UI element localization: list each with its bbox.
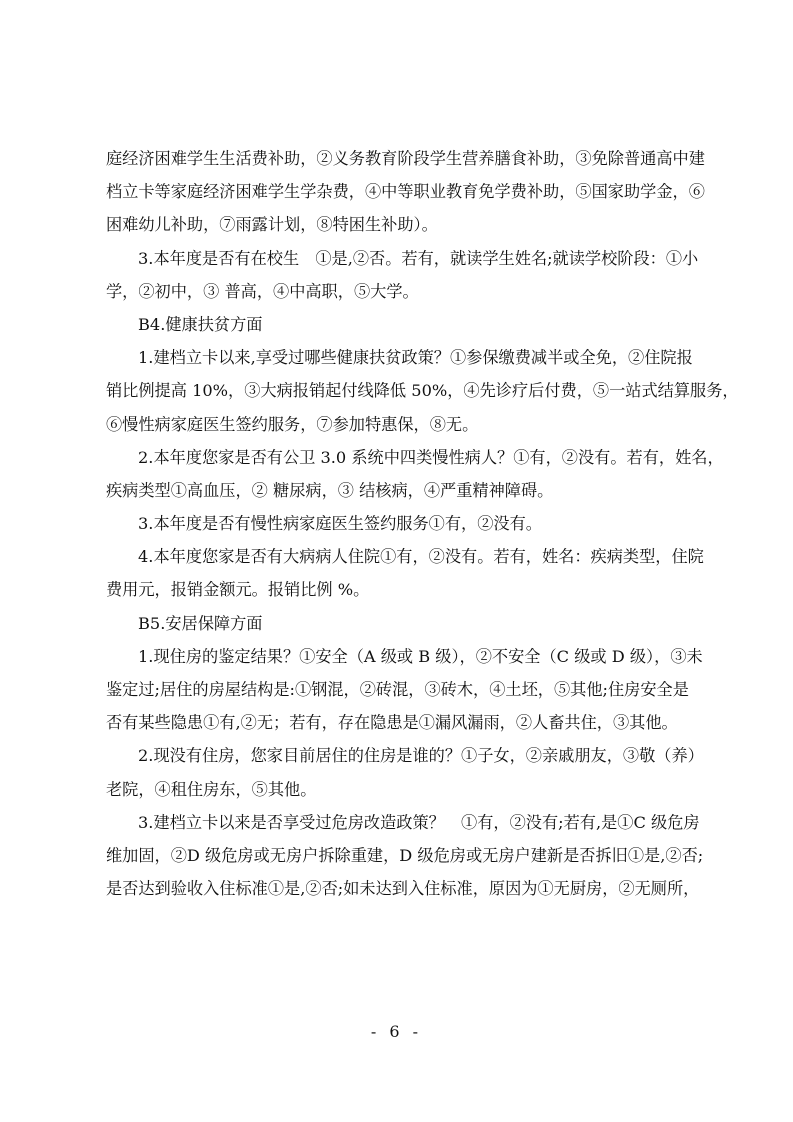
text-line: 2.现没有住房，您家目前居住的住房是谁的？①子女，②亲戚朋友，③敬（养）: [138, 746, 704, 766]
page-number: - 6 -: [370, 1022, 423, 1041]
body-text: [106, 142, 739, 905]
text-line: 1.建档立卡以来,享受过哪些健康扶贫政策？①参保缴费减半或全免，②住院报: [138, 348, 693, 368]
text-line: 3.本年度是否有慢性病家庭医生签约服务①有，②没有。: [138, 514, 542, 534]
text-line: 3.建档立卡以来是否享受过危房改造政策？ ①有，②没有;若有,是①C 级危房: [138, 812, 700, 832]
text-line: 档立卡等家庭经济困难学生学杂费，④中等职业教育免学费补助，⑤国家助学金，⑥: [106, 182, 705, 202]
text-line: 销比例提高 10%，③大病报销起付线降低 50%，④先诊疗后付费，⑤一站式结算服务，: [106, 381, 739, 401]
text-line: 1.现住房的鉴定结果？①安全（A 级或 B 级），②不安全（C 级或 D 级），③未: [138, 646, 703, 666]
text-line: 维加固，②D 级危房或无房户拆除重建，D 级危房或无房户建新是否拆旧①是,②否;: [106, 845, 704, 865]
text-line: B4.健康扶贫方面: [138, 314, 263, 334]
text-line: 否有某些隐患①有,②无；若有，存在隐患是①漏风漏雨，②人畜共住，③其他。: [106, 713, 678, 733]
text-line: 学，②初中，③ 普高，④中高职，⑤大学。: [106, 281, 419, 301]
text-line: 老院，④租住房东，⑤其他。: [106, 779, 317, 799]
text-line: ⑥慢性病家庭医生签约服务，⑦参加特惠保，⑧无。: [106, 414, 479, 434]
text-line: 费用元，报销金额元。报销比例 %。: [106, 580, 370, 600]
text-line: 2.本年度您家是否有公卫 3.0 系统中四类慢性病人？①有，②没有。若有，姓名，: [138, 447, 724, 467]
text-line: 是否达到验收入住标准①是,②否;如未达到入住标准，原因为①无厨房，②无厕所，: [106, 879, 700, 899]
text-line: 困难幼儿补助，⑦雨露计划，⑧特困生补助）。: [106, 215, 438, 235]
text-line: 3.本年度是否有在校生 ①是,②否。若有，就读学生姓名;就读学校阶段：①小: [138, 248, 699, 268]
text-line: 庭经济困难学生生活费补助，②义务教育阶段学生营养膳食补助，③免除普通高中建: [106, 149, 705, 168]
text-line: 4.本年度您家是否有大病病人住院①有，②没有。若有，姓名：疾病类型，住院: [138, 547, 704, 567]
text-line: 疾病类型①高血压，② 糖尿病，③ 结核病，④严重精神障碍。: [106, 480, 554, 500]
text-line: B5.安居保障方面: [138, 613, 263, 633]
text-line: 鉴定过;居住的房屋结构是:①钢混，②砖混，③砖木，④土坯，⑤其他;住房安全是: [106, 680, 689, 699]
